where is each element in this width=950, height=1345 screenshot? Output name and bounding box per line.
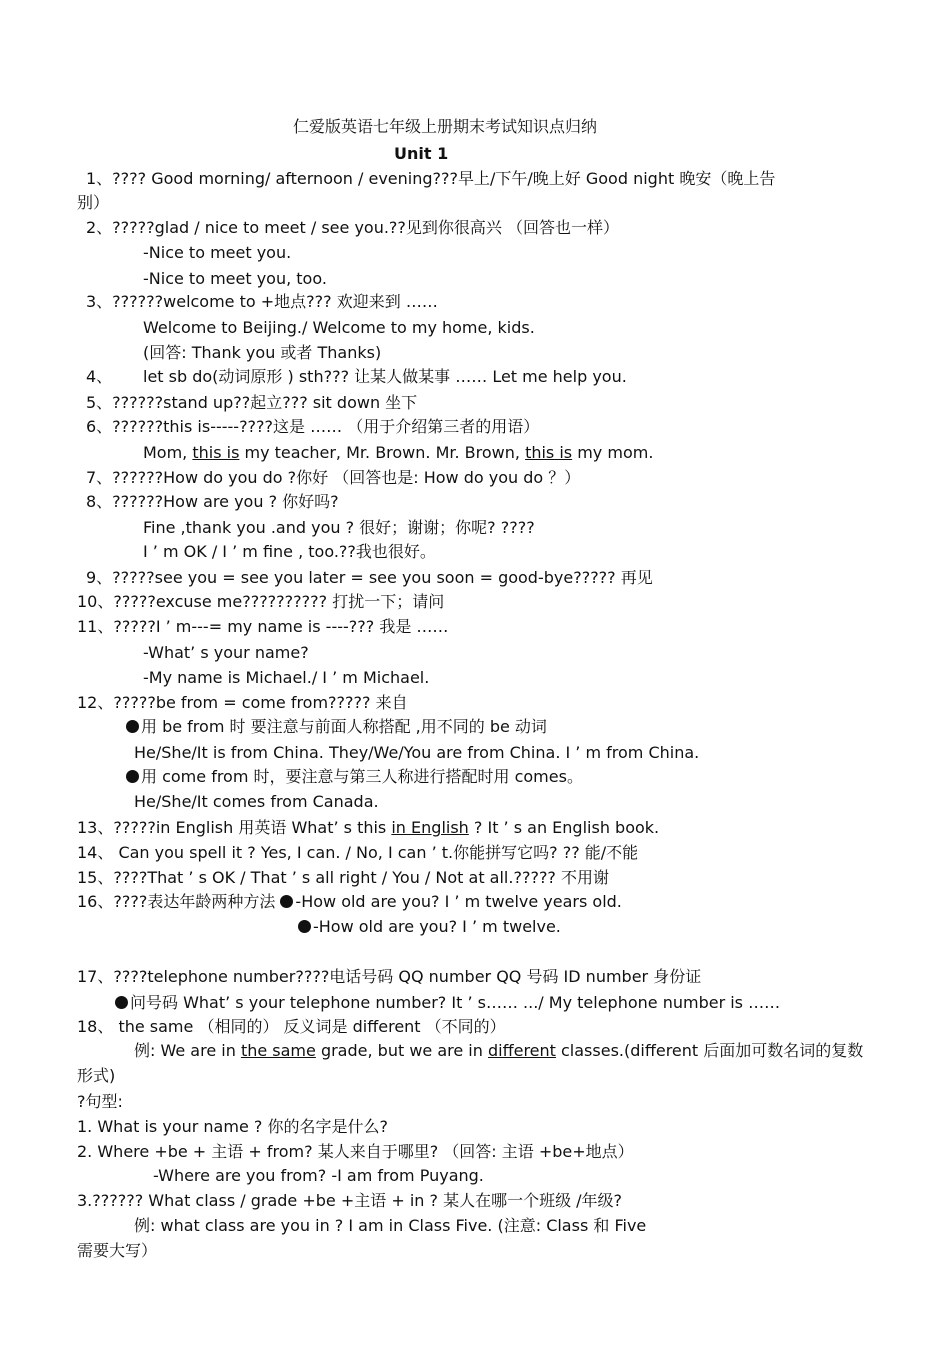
text-line: 9、?????see you = see you later = see you soon = good-bye????? 再见	[86, 568, 653, 587]
text-span: my teacher, Mr. Brown. Mr. Brown,	[239, 443, 526, 462]
text-line	[126, 766, 583, 788]
text-line	[77, 891, 622, 913]
underlined-phrase: the same	[240, 1041, 316, 1060]
text-line: 11、?????I ’ m---= my name is ----??? 我是 ……	[77, 617, 449, 636]
text-line: He/She/It comes from Canada.	[134, 792, 379, 811]
text-line: Welcome to Beijing./ Welcome to my home, kids.	[143, 318, 535, 337]
document-title: 仁爱版英语七年级上册期末考试知识点归纳	[293, 117, 598, 136]
bullet-icon	[126, 770, 139, 783]
text-span: 13、?????in English 用英语 What’ s this	[77, 818, 392, 837]
underlined-phrase: in English	[391, 818, 469, 837]
text-line	[298, 916, 561, 938]
text-line: (回答: Thank you 或者 Thanks)	[143, 343, 382, 362]
text-line: ?句型:	[77, 1092, 123, 1111]
text-line: 2、?????glad / nice to meet / see you.??见到你很高兴 （回答也一样）	[86, 218, 620, 237]
text-span: 用 come from 时，要注意与第三人称进行搭配时用 comes。	[141, 767, 583, 786]
text-line: 4、	[86, 367, 113, 386]
text-line: 别）	[77, 193, 110, 212]
text-span: Mom,	[143, 443, 193, 462]
text-line: 6、??????this is-----????这是 …… （用于介绍第三者的用语）	[86, 417, 540, 436]
text-line: 5、??????stand up??起立??? sit down 坐下	[86, 393, 418, 412]
text-line: 需要大写）	[77, 1241, 158, 1260]
text-line: -Nice to meet you.	[143, 243, 292, 262]
text-line	[77, 817, 659, 839]
text-line: Fine ,thank you .and you ? 很好；谢谢；你呢? ????	[143, 518, 535, 537]
text-line: 2. Where +be + 主语 + from? 某人来自于哪里? （回答: 主语 +be+地点）	[77, 1142, 634, 1161]
bullet-icon	[280, 895, 293, 908]
underlined-phrase: this is	[192, 443, 240, 462]
text-line: 8、??????How are you ? 你好吗?	[86, 492, 339, 511]
text-line: 12、?????be from = come from????? 来自	[77, 693, 408, 712]
text-line: 17、????telephone number????电话号码 QQ number QQ 号码 ID number 身份证	[77, 967, 702, 986]
text-span: classes.(different 后面加可数名词的复数	[555, 1041, 864, 1060]
text-span: 16、????表达年龄两种方法	[77, 892, 281, 911]
text-line: 3.?????? What class / grade +be +主语 + in ? 某人在哪一个班级 /年级?	[77, 1191, 623, 1210]
text-line: 形式)	[77, 1066, 116, 1085]
text-span: -How old are you? I ’ m twelve.	[313, 917, 561, 936]
text-line	[126, 716, 547, 738]
text-line: -What’ s your name?	[143, 643, 309, 662]
text-line: I ’ m OK / I ’ m fine , too.??我也很好。	[143, 542, 436, 561]
text-line: -My name is Michael./ I ’ m Michael.	[143, 668, 430, 687]
bullet-icon	[126, 720, 139, 733]
text-line: 15、????That ’ s OK / That ’ s all right / You / Not at all.????? 不用谢	[77, 868, 610, 887]
text-line: -Where are you from? -I am from Puyang.	[153, 1166, 484, 1185]
underlined-phrase: this is	[525, 443, 573, 462]
bullet-icon	[298, 920, 311, 933]
text-line: He/She/It is from China. They/We/You are from China. I ’ m from China.	[134, 743, 700, 762]
text-line: let sb do(动词原形 ) sth??? 让某人做某事 …… Let me help you.	[143, 367, 627, 386]
text-span: 例: We are in	[134, 1041, 241, 1060]
text-span: 用 be from 时 要注意与前面人称搭配 ,用不同的 be 动词	[141, 717, 547, 736]
text-line	[134, 1040, 863, 1062]
text-line	[143, 442, 653, 464]
unit-heading: Unit 1	[394, 144, 449, 163]
underlined-phrase: different	[487, 1041, 556, 1060]
text-line: 18、 the same （相同的） 反义词是 different （不同的）	[77, 1017, 506, 1036]
text-span: ? It ’ s an English book.	[468, 818, 660, 837]
text-span: 问号码 What’ s your telephone number? It ’ s…… .../ My telephone number is ……	[130, 993, 781, 1012]
text-span: grade, but we are in	[315, 1041, 488, 1060]
text-line: 3、??????welcome to +地点??? 欢迎来到 ……	[86, 292, 438, 311]
text-span: -How old are you? I ’ m twelve years old.	[295, 892, 622, 911]
text-line	[115, 992, 780, 1014]
bullet-icon	[115, 996, 128, 1009]
text-line: -Nice to meet you, too.	[143, 269, 327, 288]
text-line: 例: what class are you in ? I am in Class Five. (注意: Class 和 Five	[134, 1216, 647, 1235]
text-line: 10、?????excuse me?????????? 打扰一下；请问	[77, 592, 445, 611]
text-line: 1. What is your name ? 你的名字是什么?	[77, 1117, 388, 1136]
text-line: 14、 Can you spell it ? Yes, I can. / No, I can ’ t.你能拼写它吗? ?? 能/不能	[77, 843, 639, 862]
text-span: my mom.	[572, 443, 654, 462]
text-line: 1、???? Good morning/ afternoon / evening???早上/下午/晚上好 Good night 晚安（晚上告	[86, 169, 776, 188]
text-line: 7、??????How do you do ?你好 （回答也是: How do you do ？）	[86, 468, 581, 487]
